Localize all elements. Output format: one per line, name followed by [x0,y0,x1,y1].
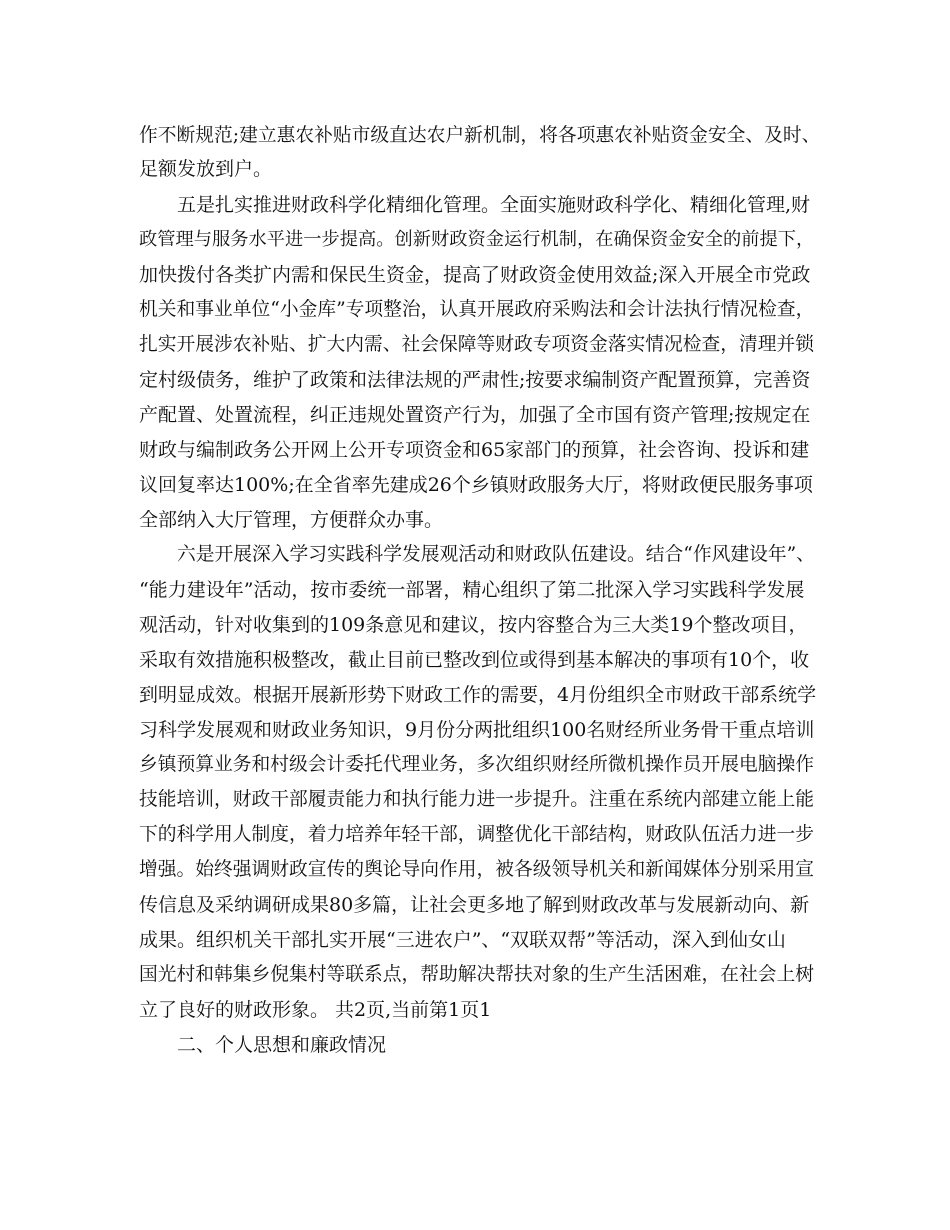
text-line-12: 全部纳入大厅管理，方便群众办事。 [139,509,444,531]
text-line-3: 五是扎实推进财政科学化精细化管理。全面实施财政科学化、精细化管理,财 [177,194,811,216]
text-line-22: 增强。始终强调财政宣传的舆论导向作用，被各级领导机关和新闻媒体分别采用宣 [139,859,814,880]
text-line-18: 习科学发展观和财政业务知识，9月份分两批组织100名财经所业务骨干重点培训 [139,719,815,741]
text-line-17: 到明显成效。根据开展新形势下财政工作的需要，4月份组织全市财政干部系统学 [139,684,817,706]
text-line-13: 六是开展深入学习实践科学发展观活动和财政队伍建设。结合“作风建设年”、 [177,544,815,565]
text-line-11: 议回复率达100%;在全省率先建成26个乡镇财政服务大厅，将财政便民服务事项 [139,474,813,496]
text-line-9: 产配置、处置流程，纠正违规处置资产行为，加强了全市国有资产管理;按规定在 [139,404,811,426]
text-line-16: 采取有效措施积极整改，截止目前已整改到位或得到基本解决的事项有10个，收 [139,649,810,671]
text-line-26: 立了良好的财政形象。 共2页,当前第1页1 [139,999,492,1021]
text-line-19: 乡镇预算业务和村级会计委托代理业务，多次组织财经所微机操作员开展电脑操作 [139,754,814,775]
text-line-21: 下的科学用人制度，着力培养年轻干部，调整优化干部结构，财政队伍活力进一步 [139,824,814,845]
text-line-10: 财政与编制政务公开网上公开专项资金和65家部门的预算，社会咨询、投诉和建 [139,439,810,461]
text-line-5: 加快拨付各类扩内需和保民生资金，提高了财政资金使用效益;深入开展全市党政 [139,264,811,286]
text-line-8: 定村级债务，维护了政策和法律法规的严肃性;按要求编制资产配置预算，完善资 [139,369,811,391]
text-line-25: 国光村和韩集乡倪集村等联系点，帮助解决帮扶对象的生产生活困难，在社会上树 [139,964,814,985]
section-heading: 二、个人思想和廉政情况 [177,1034,387,1056]
text-line-1: 作不断规范;建立惠农补贴市级直达农户新机制，将各项惠农补贴资金安全、及时、 [139,125,821,146]
text-line-6: 机关和事业单位“小金库”专项整治，认真开展政府采购法和会计法执行情况检查， [139,299,815,320]
text-line-14: “能力建设年”活动，按市委统一部署，精心组织了第二批深入学习实践科学发展 [139,579,805,601]
text-line-15: 观活动，针对收集到的109条意见和建议，按内容整合为三大类19个整改项目， [139,614,808,636]
text-line-24: 成果。组织机关干部扎实开展“三进农户”、“双联双帮”等活动，深入到仙女山 [139,929,786,951]
text-line-23: 传信息及采纳调研成果80多篇，让社会更多地了解到财政改革与发展新动向、新 [139,894,810,916]
text-line-20: 技能培训，财政干部履责能力和执行能力进一步提升。注重在系统内部建立能上能 [139,789,814,810]
text-line-7: 扎实开展涉农补贴、扩大内需、社会保障等财政专项资金落实情况检查，清理并锁 [139,334,814,355]
text-line-2: 足额发放到户。 [139,158,273,180]
text-line-4: 政管理与服务水平进一步提高。创新财政资金运行机制，在确保资金安全的前提下， [139,229,815,250]
